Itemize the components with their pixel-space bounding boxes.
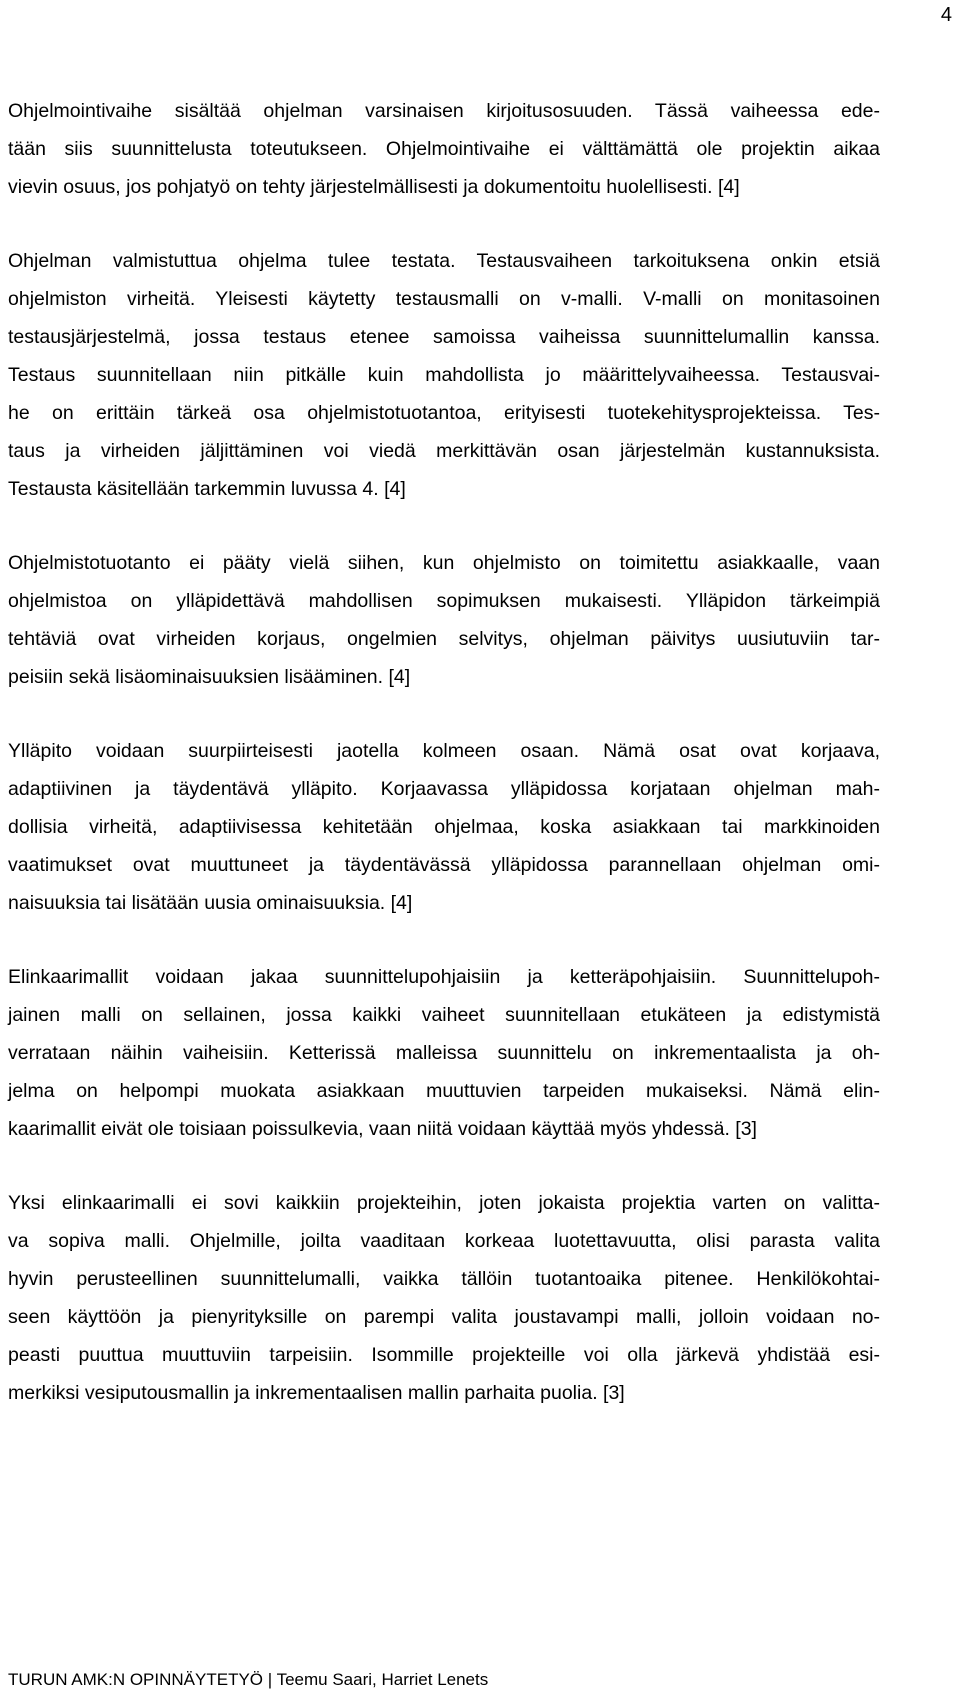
- text-line: verrataan näihin vaiheisiin. Ketterissä malleissa suunnittelu on inkrementaalista ja oh-: [8, 1042, 880, 1064]
- text-line: testausjärjestelmä, jossa testaus etenee samoissa vaiheissa suunnittelumallin kanssa.: [8, 326, 880, 348]
- paragraph-maintenance: [8, 544, 880, 696]
- text-line: va sopiva malli. Ohjelmille, joilta vaaditaan korkeaa luotettavuutta, olisi parasta valita: [8, 1230, 880, 1252]
- text-line: naisuuksia tai lisätään uusia ominaisuuksia. [4]: [8, 892, 413, 914]
- page-footer: TURUN AMK:N OPINNÄYTETYÖ | Teemu Saari, Harriet Lenets: [8, 1670, 489, 1689]
- text-line: ohjelmistoa on ylläpidettävä mahdollisen sopimuksen mukaisesti. Ylläpidon tärkeimpiä: [8, 590, 880, 612]
- text-line: Testausta käsitellään tarkemmin luvussa 4. [4]: [8, 478, 406, 500]
- text-line: jelma on helpompi muokata asiakkaan muuttuvien tarpeiden mukaiseksi. Nämä elin-: [8, 1080, 880, 1102]
- text-line: Ohjelman valmistuttua ohjelma tulee testata. Testausvaiheen tarkoituksena onkin etsiä: [8, 250, 880, 272]
- text-line: Ohjelmistotuotanto ei pääty vielä siihen, kun ohjelmisto on toimitettu asiakkaalle, vaan: [8, 552, 880, 574]
- paragraph-programming-phase: [8, 92, 880, 206]
- paragraph-maintenance-types: [8, 732, 880, 922]
- paragraph-testing-phase: [8, 242, 880, 508]
- text-line: merkiksi vesiputousmallin ja inkrementaalisen mallin parhaita puolia. [3]: [8, 1382, 625, 1404]
- text-line: seen käyttöön ja pienyrityksille on parempi valita joustavampi malli, jolloin voidaan no-: [8, 1306, 880, 1328]
- text-line: dollisia virheitä, adaptiivisessa kehitetään ohjelmaa, koska asiakkaan tai markkinoiden: [8, 816, 880, 838]
- text-line: peasti puuttua muuttuviin tarpeisiin. Isommille projekteille voi olla järkevä yhdistää esi-: [8, 1344, 880, 1366]
- text-line: Testaus suunnitellaan niin pitkälle kuin mahdollista jo määrittelyvaiheessa. Testausvai-: [8, 364, 880, 386]
- page-number: 4: [940, 4, 952, 26]
- text-line: vievin osuus, jos pohjatyö on tehty järjestelmällisesti ja dokumentoitu huolellisesti. [4]: [8, 176, 740, 198]
- paragraph-model-selection: [8, 1184, 880, 1412]
- text-line: vaatimukset ovat muuttuneet ja täydentävässä ylläpidossa parannellaan ohjelman omi-: [8, 854, 880, 876]
- text-line: Ohjelmointivaihe sisältää ohjelman varsinaisen kirjoitusosuuden. Tässä vaiheessa ede-: [8, 100, 880, 122]
- document-body: [8, 92, 880, 1448]
- text-line: Yksi elinkaarimalli ei sovi kaikkiin projekteihin, joten jokaista projektia varten on valitta-: [8, 1192, 880, 1214]
- text-line: he on erittäin tärkeä osa ohjelmistotuotantoa, erityisesti tuotekehitysprojekteissa. Tes-: [8, 402, 880, 424]
- text-line: hyvin perusteellinen suunnittelumalli, vaikka tällöin tuotantoaika pitenee. Henkilökohtai-: [8, 1268, 880, 1290]
- text-line: tehtäviä ovat virheiden korjaus, ongelmien selvitys, ohjelman päivitys uusiutuviin tar-: [8, 628, 880, 650]
- text-line: kaarimallit eivät ole toisiaan poissulkevia, vaan niitä voidaan käyttää myös yhdessä. [3]: [8, 1118, 757, 1140]
- text-line: jainen malli on sellainen, jossa kaikki vaiheet suunnitellaan etukäteen ja edistymistä: [8, 1004, 880, 1026]
- text-line: Elinkaarimallit voidaan jakaa suunnittelupohjaisiin ja ketteräpohjaisiin. Suunnittelupoh-: [8, 966, 880, 988]
- text-line: peisiin sekä lisäominaisuuksien lisääminen. [4]: [8, 666, 411, 688]
- paragraph-lifecycle-models: [8, 958, 880, 1148]
- text-line: taus ja virheiden jäljittäminen voi viedä merkittävän osan järjestelmän kustannuksista.: [8, 440, 880, 462]
- text-line: tään siis suunnittelusta toteutukseen. Ohjelmointivaihe ei välttämättä ole projektin aikaa: [8, 138, 880, 160]
- text-line: Ylläpito voidaan suurpiirteisesti jaotella kolmeen osaan. Nämä osat ovat korjaava,: [8, 740, 880, 762]
- text-line: adaptiivinen ja täydentävä ylläpito. Korjaavassa ylläpidossa korjataan ohjelman mah-: [8, 778, 880, 800]
- text-line: ohjelmiston virheitä. Yleisesti käytetty testausmalli on v-malli. V-malli on monitasoinen: [8, 288, 880, 310]
